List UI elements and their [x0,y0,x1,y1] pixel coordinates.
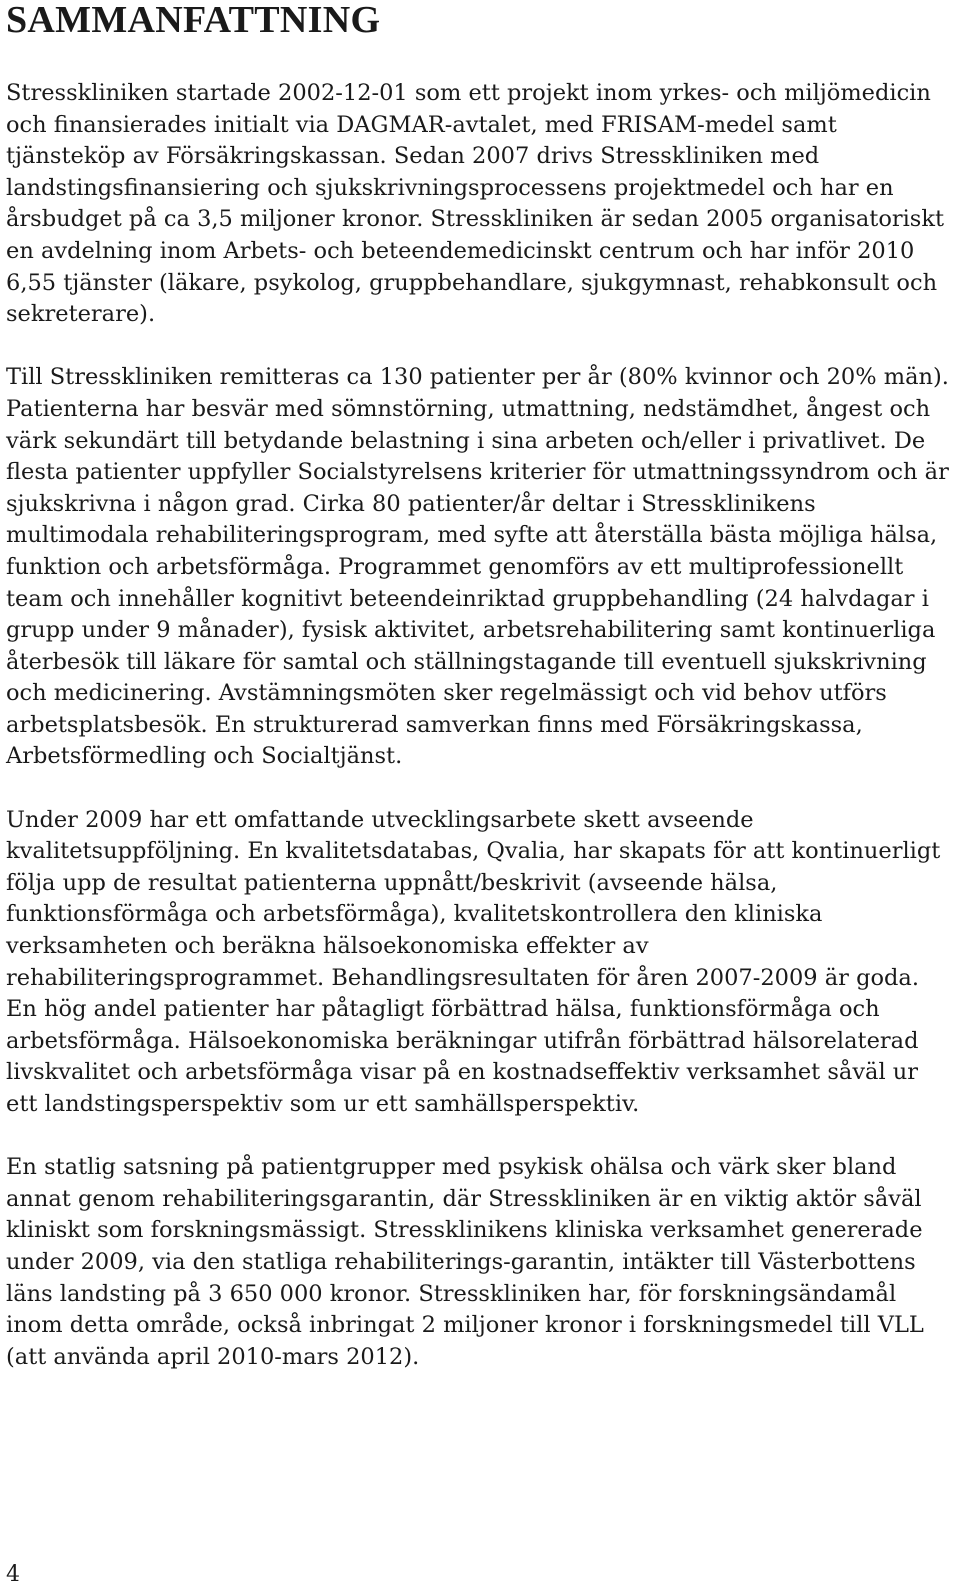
section-heading: SAMMANFATTNING [6,0,381,41]
paragraph-patients-program: Till Stresskliniken remitteras ca 130 patienter per år (80% kvinnor och 20% män). Patienterna har besvär med sömnstörning, utmattning, nedstämdhet, ångest och värk sekundärt till betydande belastning i sina arbeten och/eller i privatlivet. De flesta patienter uppfyller Socialstyrelsens kriterier för utmattningssyndrom och är sjukskrivna i någon grad. Cirka 80 patienter/år deltar i Stressklinikens multimodala rehabiliteringsprogram, med syfte att återställa bästa möjliga hälsa, funktion och arbetsförmåga. Programmet genomförs av ett multiprofessionellt team och innehåller kognitivt beteendeinriktad gruppbehandling (24 halvdagar i grupp under 9 månader), fysisk aktivitet, arbetsrehabilitering samt kontinuerliga återbesök till läkare för samtal och ställningstagande till eventuell sjukskrivning och medicinering. Avstämningsmöten sker regelmässigt och vid behov utförs arbetsplatsbesök. En strukturerad samverkan finns med Försäkringskassa, Arbetsförmedling och Socialtjänst. [6,364,949,770]
paragraph-background: Stresskliniken startade 2002-12-01 som ett projekt inom yrkes- och miljömedicin och finansierades initialt via DAGMAR-avtalet, med FRISAM-medel samt tjänsteköp av Försäkringskassan. Sedan 2007 drivs Stresskliniken med landstingsfinansiering och sjukskrivningsprocessens projektmedel och har en årsbudget på ca 3,5 miljoner kronor. Stresskliniken är sedan 2005 organisatoriskt en avdelning inom Arbets- och beteendemedicinskt centrum och har inför 2010 6,55 tjänster (läkare, psykolog, gruppbehandlare, sjukgymnast, rehabkonsult och sekreterare). [6,80,945,328]
page-number: 4 [6,1562,20,1587]
document-page [6,0,950,1373]
paragraph-funding: En statlig satsning på patientgrupper med psykisk ohälsa och värk sker bland annat genom rehabiliteringsgarantin, där Stresskliniken är en viktig aktör såväl kliniskt som forskningsmässigt. Stressklinikens kliniska verksamhet genererade under 2009, via den statliga rehabiliterings-garantin, intäkter till Västerbottens läns landsting på 3 650 000 kronor. Stresskliniken har, för forskningsändamål inom detta område, också inbringat 2 miljoner kronor i forskningsmedel till VLL (att använda april 2010-mars 2012). [6,1154,924,1370]
paragraph-quality-followup: Under 2009 har ett omfattande utvecklingsarbete skett avseende kvalitetsuppföljning. En kvalitetsdatabas, Qvalia, har skapats för att kontinuerligt följa upp de resultat patienterna uppnått/beskrivit (avseende hälsa, funktionsförmåga och arbetsförmåga), kvalitetskontrollera den kliniska verksamheten och beräkna hälsoekonomiska effekter av rehabiliteringsprogrammet. Behandlingsresultaten för åren 2007-2009 är goda. En hög andel patienter har påtagligt förbättrad hälsa, funktionsförmåga och arbetsförmåga. Hälsoekonomiska beräkningar utifrån förbättrad hälsorelaterad livskvalitet och arbetsförmåga visar på en kostnadseffektiv verksamhet såväl ur ett landstingsperspektiv som ur ett samhällsperspektiv. [6,806,941,1117]
